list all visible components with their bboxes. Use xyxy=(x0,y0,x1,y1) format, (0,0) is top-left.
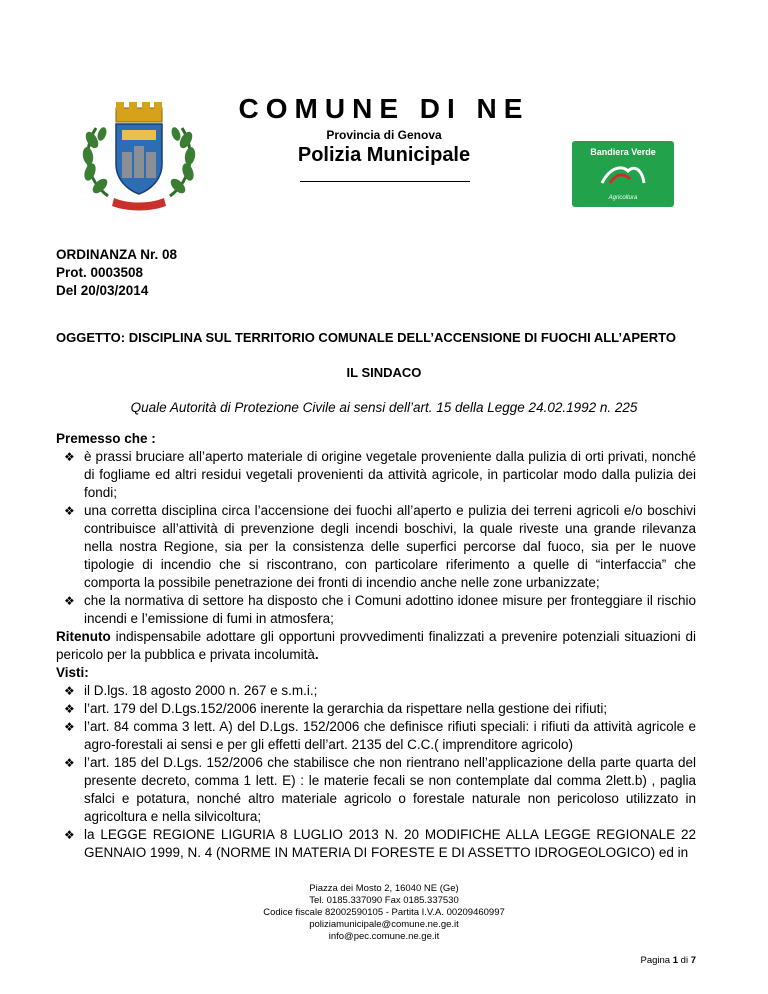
diamond-bullet-icon: ❖ xyxy=(64,594,75,608)
footer-pec[interactable]: info@pec.comune.ne.ge.it xyxy=(328,931,440,942)
visti-list xyxy=(56,682,696,862)
ordinance-number: ORDINANZA Nr. 08 xyxy=(56,247,178,262)
diamond-bullet-icon: ❖ xyxy=(64,504,75,518)
list-item: ❖ la LEGGE REGIONE LIGURIA 8 LUGLIO 2013 N. 20 MODIFICHE ALLA LEGGE REGIONALE 22 GENNAIO 1999, N. 4 (NORME IN MATERIA DI FORESTE E DI ASSETTO IDROGEOLOGICO) ed in xyxy=(64,827,696,860)
list-item: ❖ una corretta disciplina circa l’accensione dei fuochi all’aperto e pulizia dei terreni agricoli e/o boschivi contribuisce all’attività di prevenzione degli incendi boschivi, la quale riveste una grande rilevanza nella nostra Regione, sia per la consistenza delle superfici percorse dal fuoco, sia per le nuove tipologie di incendio che si riscontrano, con particolare riferimento a quelle di “interfaccia” che comporta la possibile penetrazione dei fronti di incendio anche nelle zone urbanizzate; xyxy=(64,503,696,590)
footer-contacts xyxy=(0,883,768,943)
footer-email[interactable]: poliziamunicipale@comune.ne.ge.it xyxy=(309,919,459,930)
list-item: ❖ è prassi bruciare all’aperto materiale di origine vegetale proveniente dalla pulizia di orti privati, nonché di fogliame ed altri residui vegetali provenienti da attività agricole, in particolar modo dalla pulizia dei fondi; xyxy=(64,449,696,500)
list-item: ❖ l’art. 84 comma 3 lett. A) del D.Lgs. 152/2006 che definisce rifiuti speciali: i rifiuti da attività agricole e agro-forestali ai sensi e per gli effetti dell’art. 2135 del C.C.( imprenditore agricolo) xyxy=(64,719,696,752)
list-item: ❖ l’art. 179 del D.Lgs.152/2006 inerente la gerarchia da rispettare nella gestione dei rifiuti; xyxy=(64,701,608,716)
footer-address: Piazza dei Mosto 2, 16040 NE (Ge) xyxy=(309,883,459,894)
diamond-bullet-icon: ❖ xyxy=(64,450,75,464)
list-item: ❖ l’art. 185 del D.Lgs. 152/2006 che stabilisce che non rientrano nell’applicazione della parte quarta del presente decreto, comma 1 lett. E) : le materie fecali se non contemplate dal comma 2lett.b) , paglia sfalci e potatura, nonché altro materiale agricolo o forestale naturale non pericoloso utilizzato in agricoltura e nella silvicoltura; xyxy=(64,755,696,824)
hills-icon xyxy=(598,161,648,185)
diamond-bullet-icon: ❖ xyxy=(64,756,75,770)
page-number: Pagina 1 di 7 xyxy=(640,955,696,966)
bandiera-verde-badge xyxy=(572,141,674,207)
ordinance-date: Del 20/03/2014 xyxy=(56,283,149,298)
page-title: COMUNE DI NE xyxy=(238,93,530,124)
diamond-bullet-icon: ❖ xyxy=(64,828,75,842)
authority-heading: IL SINDACO xyxy=(346,365,422,380)
ordinance-body xyxy=(56,430,696,862)
footer-tax-ids: Codice fiscale 82002590105 - Partita I.V.A. 00209460997 xyxy=(263,907,505,918)
ordinance-info xyxy=(56,246,177,300)
premesso-list xyxy=(56,448,696,628)
visti-heading: Visti: xyxy=(56,665,89,680)
subject-line: OGGETTO: DISCIPLINA SUL TERRITORIO COMUNALE DELL’ACCENSIONE DI FUOCHI ALL’APERTO xyxy=(56,330,676,345)
diamond-bullet-icon: ❖ xyxy=(64,702,75,716)
diamond-bullet-icon: ❖ xyxy=(64,720,75,734)
list-item: ❖ che la normativa di settore ha disposto che i Comuni adottino idonee misure per fronteggiare il rischio incendi e l’emissione di fumi in atmosfera; xyxy=(64,593,696,626)
list-item: ❖ il D.lgs. 18 agosto 2000 n. 267 e s.m.i.; xyxy=(64,683,318,698)
footer-phone: Tel. 0185.337090 Fax 0185.337530 xyxy=(309,895,459,906)
province-label: Provincia di Genova xyxy=(326,128,442,142)
ritenuto-paragraph: Ritenuto indispensabile adottare gli opportuni provvedimenti finalizzati a prevenire potenziali situazioni di pericolo per la pubblica e privata incolumità. xyxy=(56,629,696,662)
authority-basis: Quale Autorità di Protezione Civile ai sensi dell’art. 15 della Legge 24.02.1992 n. 225 xyxy=(130,400,638,415)
header-divider xyxy=(300,181,470,182)
protocol-number: Prot. 0003508 xyxy=(56,265,144,280)
department-label: Polizia Municipale xyxy=(297,144,471,166)
badge-subtitle: Agricoltura xyxy=(608,195,638,201)
badge-title: Bandiera Verde xyxy=(590,147,656,157)
diamond-bullet-icon: ❖ xyxy=(64,684,75,698)
premesso-heading: Premesso che : xyxy=(56,431,156,446)
